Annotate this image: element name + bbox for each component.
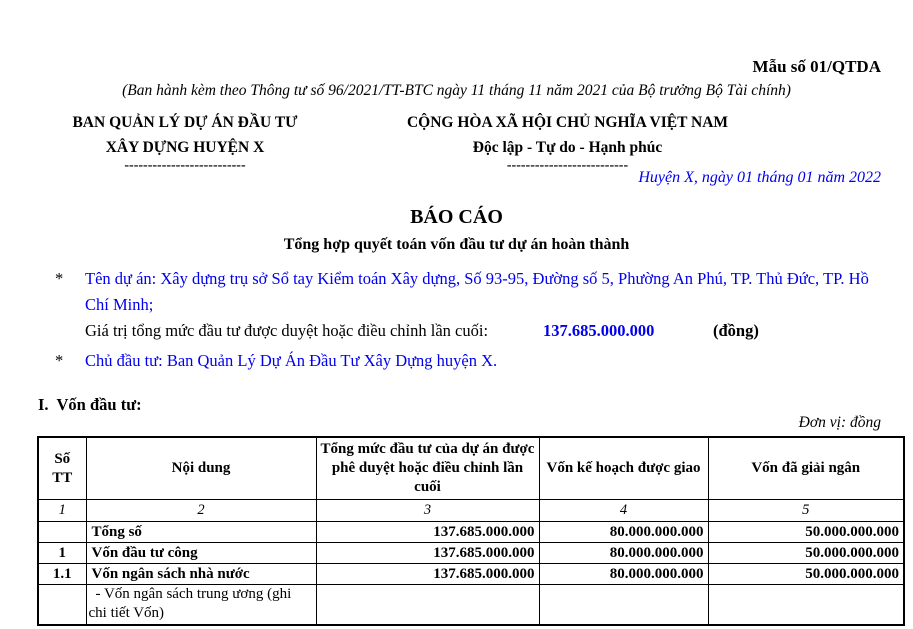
col-number: 3	[316, 500, 539, 522]
col-header-approved: Tổng mức đầu tư của dự án được phê duyệt hoặc điều chỉnh lần cuối	[316, 437, 539, 500]
issued-under-line: (Ban hành kèm theo Thông tư số 96/2021/TT-BTC ngày 11 tháng 11 năm 2021 của Bộ trưởng Bộ Tài chính)	[122, 82, 791, 99]
asterisk-bullet: *	[55, 351, 64, 370]
col-number: 5	[708, 500, 904, 522]
cell-disbursed: 50.000.000.000	[708, 564, 904, 585]
table-row-state-budget	[38, 564, 904, 585]
table-header-row	[38, 437, 904, 500]
approved-total-line	[38, 318, 883, 344]
approved-total-unit: (đồng)	[713, 321, 759, 340]
col-header-content: Nội dung	[86, 437, 316, 500]
cell-disbursed: 50.000.000.000	[708, 543, 904, 564]
form-code: Mẫu số 01/QTDA	[752, 57, 881, 76]
cell-disbursed: 50.000.000.000	[708, 522, 904, 543]
cell-stt: 1.1	[38, 564, 86, 585]
country-name: CỘNG HÒA XÃ HỘI CHỦ NGHĨA VIỆT NAM	[406, 114, 729, 131]
section-1-heading: I. Vốn đầu tư:	[38, 395, 142, 414]
table-row-total	[38, 522, 904, 543]
column-number-row	[38, 500, 904, 522]
col-header-stt: Số TT	[38, 437, 86, 500]
cell-label: - Vốn ngân sách trung ương (ghi chi tiết Vốn)	[86, 585, 316, 625]
project-name-text: Tên dự án: Xây dựng trụ sở Sổ tay Kiểm toán Xây dựng, Số 93-95, Đường số 5, Phường An Phú, TP. Thủ Đức, TP. Hồ Chí Minh;	[85, 269, 869, 314]
cell-approved: 137.685.000.000	[316, 564, 539, 585]
motto-line: Độc lập - Tự do - Hạnh phúc	[472, 139, 663, 156]
investor-text: Chủ đầu tư: Ban Quản Lý Dự Án Đầu Tư Xây Dựng huyện X.	[85, 351, 498, 370]
cell-planned	[539, 585, 708, 625]
investor-item	[38, 348, 883, 374]
project-details	[38, 266, 883, 374]
cell-approved	[316, 585, 539, 625]
agency-divider: --------------------------	[124, 158, 246, 173]
cell-disbursed	[708, 585, 904, 625]
cell-planned: 80.000.000.000	[539, 564, 708, 585]
approved-total-value: 137.685.000.000	[543, 321, 655, 340]
col-number: 2	[86, 500, 316, 522]
cell-stt	[38, 585, 86, 625]
motto-divider: --------------------------	[506, 158, 629, 173]
capital-table	[37, 436, 905, 626]
cell-label: Tổng số	[86, 522, 316, 543]
project-name-item	[38, 266, 883, 318]
col-number: 4	[539, 500, 708, 522]
report-subtitle: Tổng hợp quyết toán vốn đầu tư dự án hoàn thành	[283, 236, 630, 253]
cell-label: Vốn ngân sách nhà nước	[86, 564, 316, 585]
cell-planned: 80.000.000.000	[539, 522, 708, 543]
place-date-line: Huyện X, ngày 01 tháng 01 năm 2022	[638, 169, 881, 186]
cell-approved: 137.685.000.000	[316, 522, 539, 543]
issuing-agency-block	[20, 110, 350, 172]
cell-label: Vốn đầu tư công	[86, 543, 316, 564]
col-header-planned: Vốn kế hoạch được giao	[539, 437, 708, 500]
table-row-central-budget	[38, 585, 904, 625]
report-title: BÁO CÁO	[410, 206, 503, 228]
cell-approved: 137.685.000.000	[316, 543, 539, 564]
agency-name-line1: BAN QUẢN LÝ DỰ ÁN ĐẦU TƯ	[72, 114, 298, 131]
approved-total-label: Giá trị tổng mức đầu tư được duyệt hoặc điều chỉnh lần cuối:	[85, 321, 489, 340]
national-motto-block	[355, 110, 780, 172]
table-row-public-investment	[38, 543, 904, 564]
cell-stt	[38, 522, 86, 543]
cell-stt: 1	[38, 543, 86, 564]
col-number: 1	[38, 500, 86, 522]
agency-name-line2: XÂY DỰNG HUYỆN X	[105, 139, 265, 156]
asterisk-bullet: *	[55, 269, 64, 288]
cell-planned: 80.000.000.000	[539, 543, 708, 564]
currency-unit-note: Đơn vị: đồng	[798, 414, 881, 431]
col-header-disbursed: Vốn đã giải ngân	[708, 437, 904, 500]
